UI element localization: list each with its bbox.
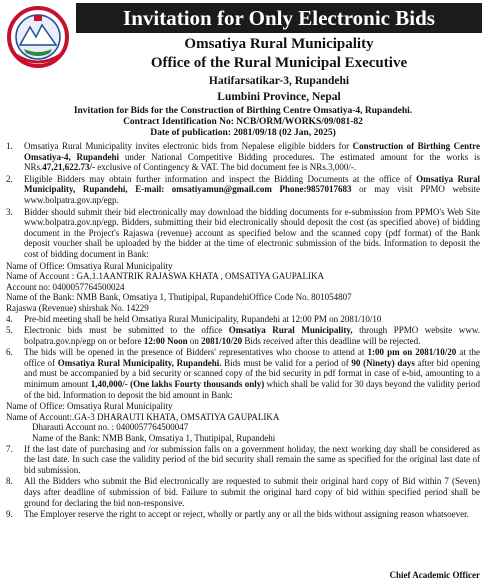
province: Lumbini Province, Nepal <box>217 91 341 103</box>
list-item: 7. If the last date of purchasing and /or submission falls on a government holiday, the next working day shall be considered as the last date. In such case the validity period of the bid security shall remain the same as specified for the original last date of bid submission. <box>6 443 480 475</box>
publication-date: Date of publication: 2081/09/18 (02 Jan, 2025) <box>150 128 336 138</box>
invitation-subject: Invitation for Bids for the Construction of Birthing Centre Omsatiya-4, Rupandehi. <box>73 106 413 116</box>
notice-body <box>6 141 480 521</box>
bank1-account: Name of Account : GA.1.1AANTRIK RAJASWA KHATA , OMSATIYA GAUPALIKA <box>6 271 324 282</box>
municipality-name: Omsatiya Rural Municipality <box>184 36 374 52</box>
list-item: 6. The bids will be opened in the presence of Bidders' representatives who choose to attend at 1:00 pm on 2081/10/20 at the office of Omsatiya Rural Municipality, Rupandehi. Bids must be valid for a period of 90 (Ninety) days after bid opening and must be accompanied by a bid security or scanned copy of the bid security in pdf format in case of e-bid, amounting to a minimum amount 1,40,000/- (One lakhs Fourty thousands only) which shall be valid for 30 days beyond the validity period of the bid. Information to deposit the bid amount in Bank: <box>6 347 481 400</box>
office-address: Hatifarsatikar-3, Rupandehi <box>208 75 350 87</box>
list-item: 8. All the Bidders who submit the Bid electronically are requested to submit their original hard copy of Bid within 7 (Seven) days after deadline of submission of bid. Failure to submit the original hard copy of bid within specified period shall be ground for declaring the bid non-responsive. <box>6 476 480 508</box>
list-item: 9. The Employer reserve the right to accept or reject, wholly or partly any or all the bids without assigning reason whatsoever. <box>6 509 469 520</box>
contract-id: Contract Identification No: NCB/ORM/WORKS/09/081-82 <box>123 117 363 127</box>
bank1-shirshak: Rajaswa (Revenue) shirshak No. 14229 <box>6 302 149 313</box>
notice-title-banner: Invitation for Only Electronic Bids <box>76 3 482 33</box>
bank1-bank: Name of the Bank: NMB Bank, Omsatiya 1, Thutipipal, RupandehiOffice Code No. 801054807 <box>6 292 352 303</box>
signature-title: Chief Academic Officer <box>389 570 480 580</box>
bank1-account-no: Account no: 0400057764500024 <box>6 281 125 292</box>
list-item: 1. Omsatiya Rural Municipality invites electronic bids from Nepalese eligible bidders for Construction of Birthing Centre Omsatiya-4, Rupandehi under National Competitive Bidding procedures. The estimated amount for the works is NRs.47,21,622.73/- exclusive of Contingency & VAT. The bid document fee is NRs.3,000/-. <box>6 141 480 173</box>
bank2-account: Name of Account:.GA-3 DHARAUTI KHATA, OMSATIYA GAUPALIKA <box>6 411 280 422</box>
bank2-account-no: Dharauti Account no. : 0400057764500047 <box>32 422 189 433</box>
bank1-office: Name of Office: Omsatiya Rural Municipality <box>6 260 173 271</box>
bank2-bank: Name of the Bank: NMB Bank, Omsatiya 1, Thutipipal, Rupandehi <box>32 433 276 444</box>
list-item: 3. Bidder should submit their bid electronically may download the bidding documents for e-submission from PPMO's Web Site www.bolpatra.gov.np/egp. Bidders, submitting their bid electronically should deposit the cost (as specified above) of bidding document in the Project's Rajaswa (revenue) account as specified below and the scanned copy (pdf format) of the Bank deposit voucher shall be uploaded by the bidder at the time of electronic submission of the bids. Information to deposit the cost of bidding document in Bank: <box>6 206 480 259</box>
government-emblem-icon <box>6 5 70 69</box>
list-item: 2. Eligible Bidders may obtain further information and inspect the Bidding Documents at the office of Omsatiya Rural Municipality, Rupandehi, E-mail: omsatiyamun@gmail.com Phone:9857017683 or may visit PPMO website www.bolpatra.gov.np/egp. <box>6 173 480 205</box>
office-name: Office of the Rural Municipal Executive <box>150 55 408 71</box>
bank2-office: Name of Office: Omsatiya Rural Municipality <box>6 401 173 412</box>
list-item: 5. Electronic bids must be submitted to the office Omsatiya Rural Municipality, through PPMO website www. bolpatra.gov.np/egp on or before 12:00 Noon on 2081/10/20 Bids received after this deadline will be rejected. <box>6 325 480 346</box>
list-item: 4. Pre-bid meeting shall be held Omsatiya Rural Municipality, Rupandehi at 12:00 PM on 2081/10/10 <box>6 313 382 324</box>
